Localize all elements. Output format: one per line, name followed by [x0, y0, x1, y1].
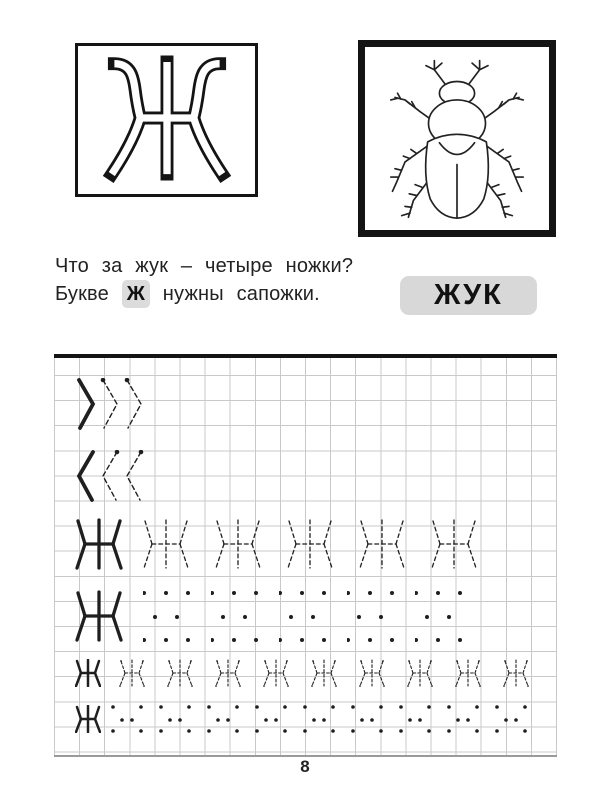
row-zh-small-dashed-trace [359, 659, 385, 687]
row-zh-small-dashed-trace [215, 659, 241, 687]
row-zh-small-dashed-trace [503, 659, 529, 687]
word-badge-label: ЖУК [434, 279, 503, 311]
row-zh-large-dots-model [75, 590, 123, 642]
row-zh-small-dots-trace [494, 705, 528, 733]
row-zh-large-dashed-trace [214, 518, 262, 570]
row-zh-small-dots-trace [206, 705, 240, 733]
row-chevron-right-trace [124, 378, 144, 430]
poem [55, 252, 400, 308]
row-chevron-left-trace [124, 450, 144, 502]
row-zh-small-dots-trace [398, 705, 432, 733]
row-zh-large-dashed-trace [286, 518, 334, 570]
row-zh-small-dashed-trace [167, 659, 193, 687]
poem-line-2: Букве Ж нужны сапожки. [55, 280, 400, 308]
row-zh-small-dots-trace [350, 705, 384, 733]
letter-card [75, 43, 258, 197]
row-zh-small-dots-trace [446, 705, 480, 733]
row-zh-large-dots-trace [415, 590, 463, 642]
row-zh-large-dots-trace [347, 590, 395, 642]
highlighted-letter: Ж [122, 280, 150, 308]
row-zh-large-dashed-trace [358, 518, 406, 570]
practice-grid [54, 354, 557, 757]
row-zh-small-dashed-trace [263, 659, 289, 687]
poem-line-1: Что за жук – четыре ножки? [55, 255, 354, 277]
page-number: 8 [300, 757, 310, 776]
row-zh-large-dots-trace [211, 590, 259, 642]
row-zh-small-dots-trace [110, 705, 144, 733]
row-zh-large-dashed-trace [142, 518, 190, 570]
row-zh-small-dashed-trace [455, 659, 481, 687]
row-chevron-right-model [76, 378, 96, 430]
word-badge [400, 276, 537, 315]
row-zh-small-dashed-trace [407, 659, 433, 687]
row-chevron-left-model [76, 450, 96, 502]
row-zh-small-dots-trace [254, 705, 288, 733]
row-zh-small-dots-model [75, 705, 101, 733]
row-zh-small-dots-trace [158, 705, 192, 733]
row-zh-small-dashed-trace [119, 659, 145, 687]
row-zh-small-dots-trace [302, 705, 336, 733]
row-zh-large-dots-trace [279, 590, 327, 642]
row-zh-large-dashed-model [75, 518, 123, 570]
beetle-card [358, 40, 556, 237]
row-zh-small-dashed-model [75, 659, 101, 687]
row-zh-large-dots-trace [143, 590, 191, 642]
row-zh-small-dashed-trace [311, 659, 337, 687]
row-chevron-left-trace [100, 450, 120, 502]
beetle-icon [373, 48, 541, 229]
row-chevron-right-trace [100, 378, 120, 430]
outline-letter-zh-icon [85, 49, 249, 192]
row-zh-large-dashed-trace [430, 518, 478, 570]
